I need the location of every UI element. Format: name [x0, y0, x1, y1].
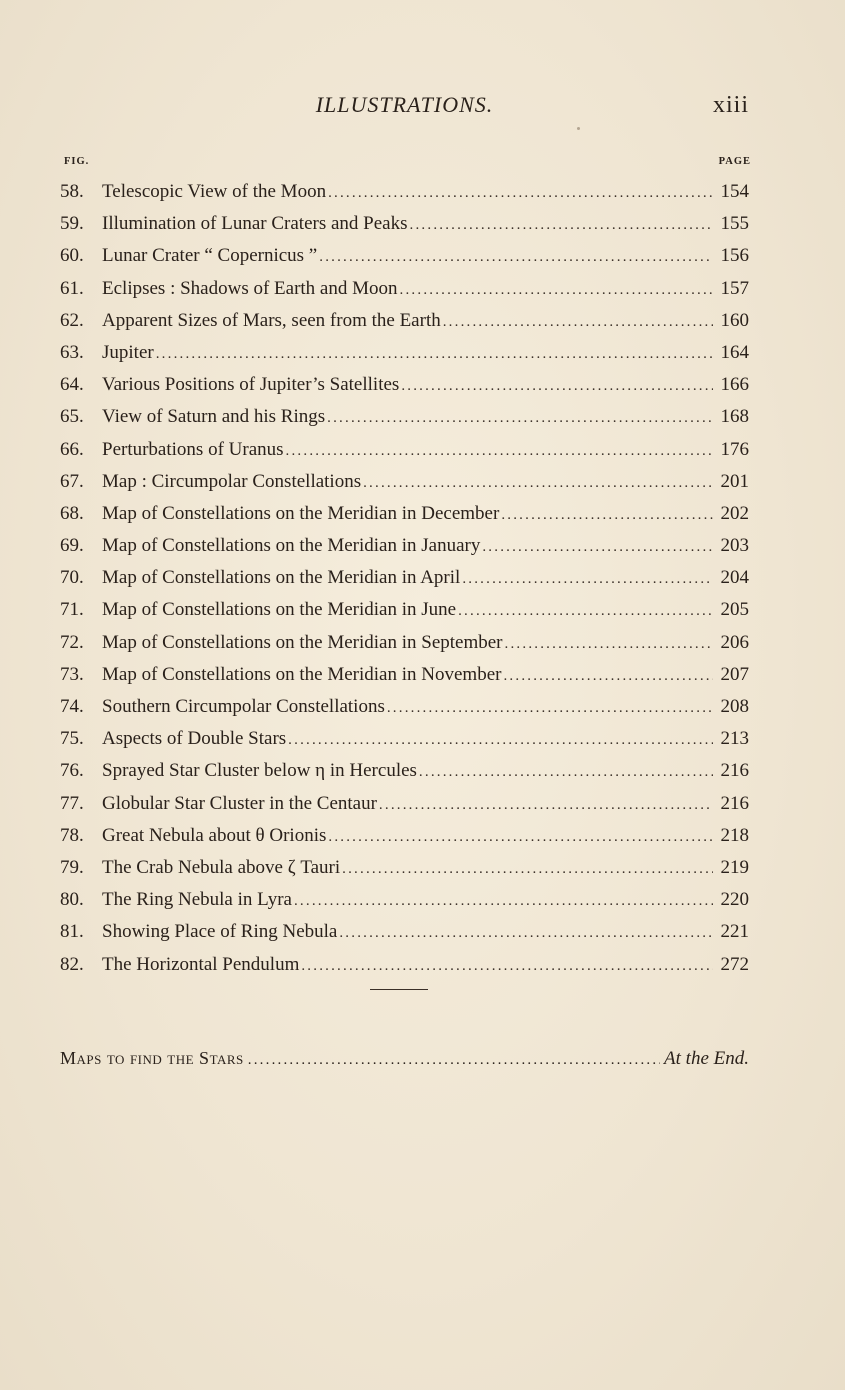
figure-number: 82.	[60, 953, 84, 975]
dot-leader	[327, 402, 713, 434]
figure-number: 69.	[60, 535, 84, 557]
figure-title: Illumination of Lunar Craters and Peaks	[102, 213, 408, 235]
figure-number: 75.	[60, 728, 84, 750]
dot-leader	[288, 724, 713, 756]
list-item	[60, 369, 749, 401]
page-reference: 155	[720, 213, 749, 235]
figure-number: 74.	[60, 696, 84, 717]
dot-leader	[458, 595, 713, 627]
figure-title: The Crab Nebula above ζ Tauri	[102, 856, 341, 878]
page-reference: 213	[720, 728, 749, 750]
page-reference: 164	[720, 341, 749, 363]
figure-title: Map of Constellations on the Meridian in September	[102, 631, 503, 653]
page-reference: 201	[720, 470, 749, 492]
page-column-heading: PAGE	[718, 156, 751, 167]
figure-title: The Ring Nebula in Lyra	[102, 889, 292, 911]
figure-title: Map of Constellations on the Meridian in November	[102, 663, 502, 685]
page-reference: 208	[720, 696, 749, 717]
dot-leader	[505, 628, 713, 660]
figure-number: 63.	[60, 341, 84, 363]
list-item	[60, 498, 749, 530]
dot-leader	[401, 370, 713, 402]
list-item	[60, 176, 749, 208]
list-item	[60, 916, 749, 948]
figure-number: 78.	[60, 824, 84, 846]
figure-title: Lunar Crater “ Copernicus ”	[102, 245, 318, 267]
dot-leader	[443, 306, 713, 338]
page-reference: 168	[720, 406, 749, 428]
page-reference: 219	[720, 856, 749, 878]
list-item	[60, 434, 749, 466]
list-item	[60, 852, 749, 884]
dot-leader	[328, 177, 713, 209]
running-head	[60, 92, 749, 126]
dot-leader	[319, 241, 713, 273]
figure-title: Map of Constellations on the Meridian in June	[102, 599, 457, 621]
page-reference: 156	[720, 245, 749, 267]
figure-number: 66.	[60, 438, 84, 460]
figure-title: Globular Star Cluster in the Centaur	[102, 792, 377, 814]
dot-leader	[387, 692, 713, 724]
figure-number: 73.	[60, 663, 84, 685]
list-item	[60, 466, 749, 498]
list-item	[60, 530, 749, 562]
list-item	[60, 562, 749, 594]
list-item	[60, 337, 749, 369]
page-reference: 203	[720, 535, 749, 557]
figure-number: 65.	[60, 406, 84, 428]
list-item	[60, 949, 749, 981]
fig-column-heading: FIG.	[64, 156, 90, 167]
page-reference: 154	[720, 181, 749, 202]
dot-leader	[501, 499, 713, 531]
running-title: ILLUSTRATIONS.	[315, 92, 494, 117]
page-reference: 220	[720, 889, 749, 911]
page-reference: 221	[720, 921, 749, 943]
dot-leader	[328, 821, 713, 853]
list-item	[60, 884, 749, 916]
dot-leader	[301, 950, 713, 982]
figure-number: 70.	[60, 567, 84, 589]
figure-number: 71.	[60, 599, 84, 621]
figure-title: The Horizontal Pendulum	[102, 953, 300, 975]
dot-leader	[379, 789, 713, 821]
list-item	[60, 659, 749, 691]
list-item	[60, 820, 749, 852]
list-item	[60, 594, 749, 626]
maps-label: Maps to find the Stars	[60, 1048, 244, 1068]
figure-title: Map of Constellations on the Meridian in December	[102, 502, 500, 524]
list-item	[60, 788, 749, 820]
figure-title: Southern Circumpolar Constellations	[102, 696, 385, 717]
page-reference: 202	[720, 502, 749, 524]
figure-title: Apparent Sizes of Mars, seen from the Earth	[102, 309, 441, 331]
dot-leader	[294, 885, 713, 917]
dot-leader	[156, 338, 713, 370]
dot-leader	[363, 467, 713, 499]
dot-leader	[503, 660, 713, 692]
figure-title: Sprayed Star Cluster below η in Hercules	[102, 760, 417, 782]
figure-number: 64.	[60, 374, 84, 396]
figure-title: Various Positions of Jupiter’s Satellites	[102, 374, 400, 396]
figure-title: Telescopic View of the Moon	[102, 181, 327, 202]
figure-title: Map of Constellations on the Meridian in April	[102, 567, 461, 589]
list-item	[60, 755, 749, 787]
list-item	[60, 208, 749, 240]
maps-entry	[60, 1048, 749, 1070]
figure-title: View of Saturn and his Rings	[102, 406, 326, 428]
figure-number: 81.	[60, 921, 84, 943]
dot-leader	[286, 435, 713, 467]
figure-number: 79.	[60, 856, 84, 878]
page-reference: 206	[720, 631, 749, 653]
figure-title: Map of Constellations on the Meridian in January	[102, 535, 481, 557]
figure-number: 58.	[60, 181, 84, 202]
figure-number: 67.	[60, 470, 84, 492]
paper-speck	[577, 127, 580, 130]
figure-title: Jupiter	[102, 341, 154, 363]
list-item	[60, 240, 749, 272]
figure-title: Aspects of Double Stars	[102, 728, 287, 750]
figure-title: Perturbations of Uranus	[102, 438, 284, 460]
figure-title: Eclipses : Shadows of Earth and Moon	[102, 277, 398, 299]
list-item	[60, 273, 749, 305]
figure-number: 68.	[60, 502, 84, 524]
page-reference: 157	[720, 277, 749, 299]
page-number: xiii	[712, 92, 749, 118]
page-reference: 218	[720, 824, 749, 846]
figure-number: 60.	[60, 245, 84, 267]
page-reference: 166	[720, 374, 749, 396]
list-item	[60, 723, 749, 755]
figure-title: Great Nebula about θ Orionis	[102, 824, 327, 846]
figure-number: 77.	[60, 792, 84, 814]
illustrations-list	[60, 176, 749, 981]
list-item	[60, 627, 749, 659]
page-reference: 272	[720, 953, 749, 975]
figure-number: 59.	[60, 213, 84, 235]
figure-title: Map : Circumpolar Constellations	[102, 470, 362, 492]
page-reference: 216	[720, 792, 749, 814]
page-reference: 160	[720, 309, 749, 331]
figure-number: 62.	[60, 309, 84, 331]
dot-leader	[410, 209, 713, 241]
column-headings	[64, 156, 751, 170]
page-reference: 204	[720, 567, 749, 589]
dot-leader	[462, 563, 713, 595]
dot-leader	[482, 531, 713, 563]
dot-leader	[400, 274, 713, 306]
figure-number: 61.	[60, 277, 84, 299]
list-item	[60, 691, 749, 723]
page-reference: 207	[720, 663, 749, 685]
figure-number: 76.	[60, 760, 84, 782]
maps-location: At the End.	[664, 1048, 749, 1069]
page-reference: 216	[720, 760, 749, 782]
figure-number: 72.	[60, 631, 84, 653]
list-item	[60, 401, 749, 433]
page-reference: 176	[720, 438, 749, 460]
figure-title: Showing Place of Ring Nebula	[102, 921, 338, 943]
figure-number: 80.	[60, 889, 84, 911]
dot-leader	[419, 756, 713, 788]
dot-leader	[248, 1052, 660, 1069]
dot-leader	[339, 917, 713, 949]
dot-leader	[342, 853, 713, 885]
section-rule	[370, 989, 428, 990]
list-item	[60, 305, 749, 337]
page-reference: 205	[720, 599, 749, 621]
